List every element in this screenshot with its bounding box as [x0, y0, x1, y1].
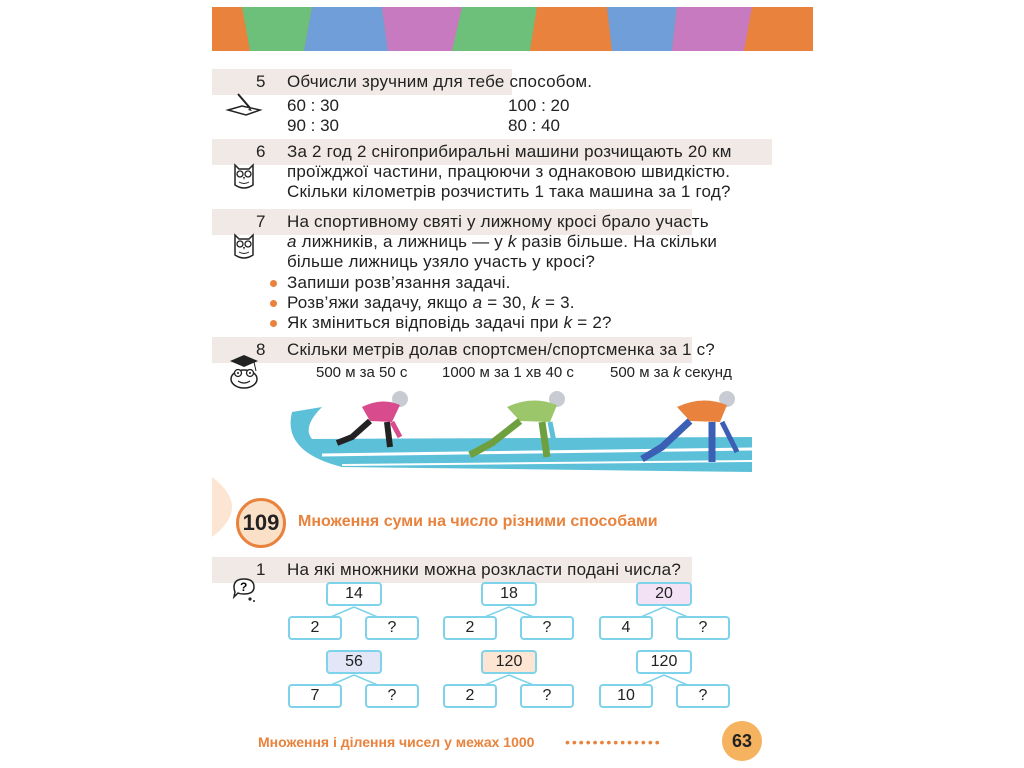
owl-icon [232, 161, 256, 196]
factor-tree-top: 20 [636, 582, 692, 606]
factor-left: 2 [443, 684, 497, 708]
task-text: проїжджої частини, працюючи з однаковою швидкістю. [287, 162, 731, 181]
factor-left: 10 [599, 684, 653, 708]
textbook-page [212, 7, 813, 768]
task-text: a лижників, а лижниць — у k разів більше. На скільки [287, 232, 718, 251]
footer-dots: •••••••••••••• [565, 734, 662, 750]
bullet-text: Запиши розв’язання задачі. [287, 273, 511, 292]
page-number: 63 [722, 721, 762, 761]
factor-answer[interactable]: ? [365, 616, 419, 640]
decorative-color-band [212, 7, 813, 51]
task-text: більше лижниць узяло участь у кросі? [287, 252, 596, 271]
factor-answer[interactable]: ? [676, 684, 730, 708]
factor-left: 7 [288, 684, 342, 708]
task-number: 8 [256, 340, 266, 359]
task-text: Обчисли зручним для тебе способом. [287, 72, 593, 91]
factor-left: 2 [443, 616, 497, 640]
task-text: На спортивному святі у лижному кросі брало участь [287, 212, 709, 231]
task-text: Скільки метрів долав спортсмен/спортсменка за 1 с? [287, 340, 715, 359]
write-icon [224, 90, 264, 123]
task-text: На які множники можна розкласти подані числа? [287, 560, 681, 579]
owl-icon [232, 231, 256, 266]
lesson-title: Множення суми на число різними способами [298, 513, 658, 530]
factor-answer[interactable]: ? [520, 616, 574, 640]
footer-title: Множення і ділення чисел у межах 1000 [258, 734, 535, 750]
factor-tree-top: 120 [636, 650, 692, 674]
svg-text:?: ? [240, 580, 248, 594]
skater-pink [337, 391, 408, 447]
distance-label: 1000 м за 1 хв 40 с [442, 364, 574, 381]
factor-answer[interactable]: ? [676, 616, 730, 640]
factor-tree-top: 120 [481, 650, 537, 674]
factor-left: 2 [288, 616, 342, 640]
bullet [270, 280, 277, 287]
factor-tree-connectors [212, 597, 813, 697]
task-number: 6 [256, 142, 266, 161]
task-number: 1 [256, 560, 266, 579]
factor-left: 4 [599, 616, 653, 640]
expression: 60 : 30 [287, 96, 339, 115]
factor-answer[interactable]: ? [520, 684, 574, 708]
factor-tree-top: 56 [326, 650, 382, 674]
skaters-illustration [282, 377, 752, 492]
task-number: 7 [256, 212, 266, 231]
bullet [270, 320, 277, 327]
task-text: Скільки кілометрів розчистить 1 така машина за 1 год? [287, 182, 731, 201]
distance-label: 500 м за k секунд [610, 364, 732, 381]
expression: 100 : 20 [508, 96, 570, 115]
task-number: 5 [256, 72, 266, 91]
expression: 80 : 40 [508, 116, 560, 135]
factor-tree-top: 14 [326, 582, 382, 606]
expression: 90 : 30 [287, 116, 339, 135]
distance-label: 500 м за 50 с [316, 364, 408, 381]
bullet-text: Розв’яжи задачу, якщо a = 30, k = 3. [287, 293, 575, 312]
task-text: За 2 год 2 снігоприбиральні машини розчищають 20 км [287, 142, 732, 161]
frog-graduate-icon [226, 353, 262, 396]
factor-tree-top: 18 [481, 582, 537, 606]
lesson-number-badge: 109 [236, 498, 286, 548]
bullet [270, 300, 277, 307]
factor-answer[interactable]: ? [365, 684, 419, 708]
bullet-text: Як зміниться відповідь задачі при k = 2? [287, 313, 612, 332]
